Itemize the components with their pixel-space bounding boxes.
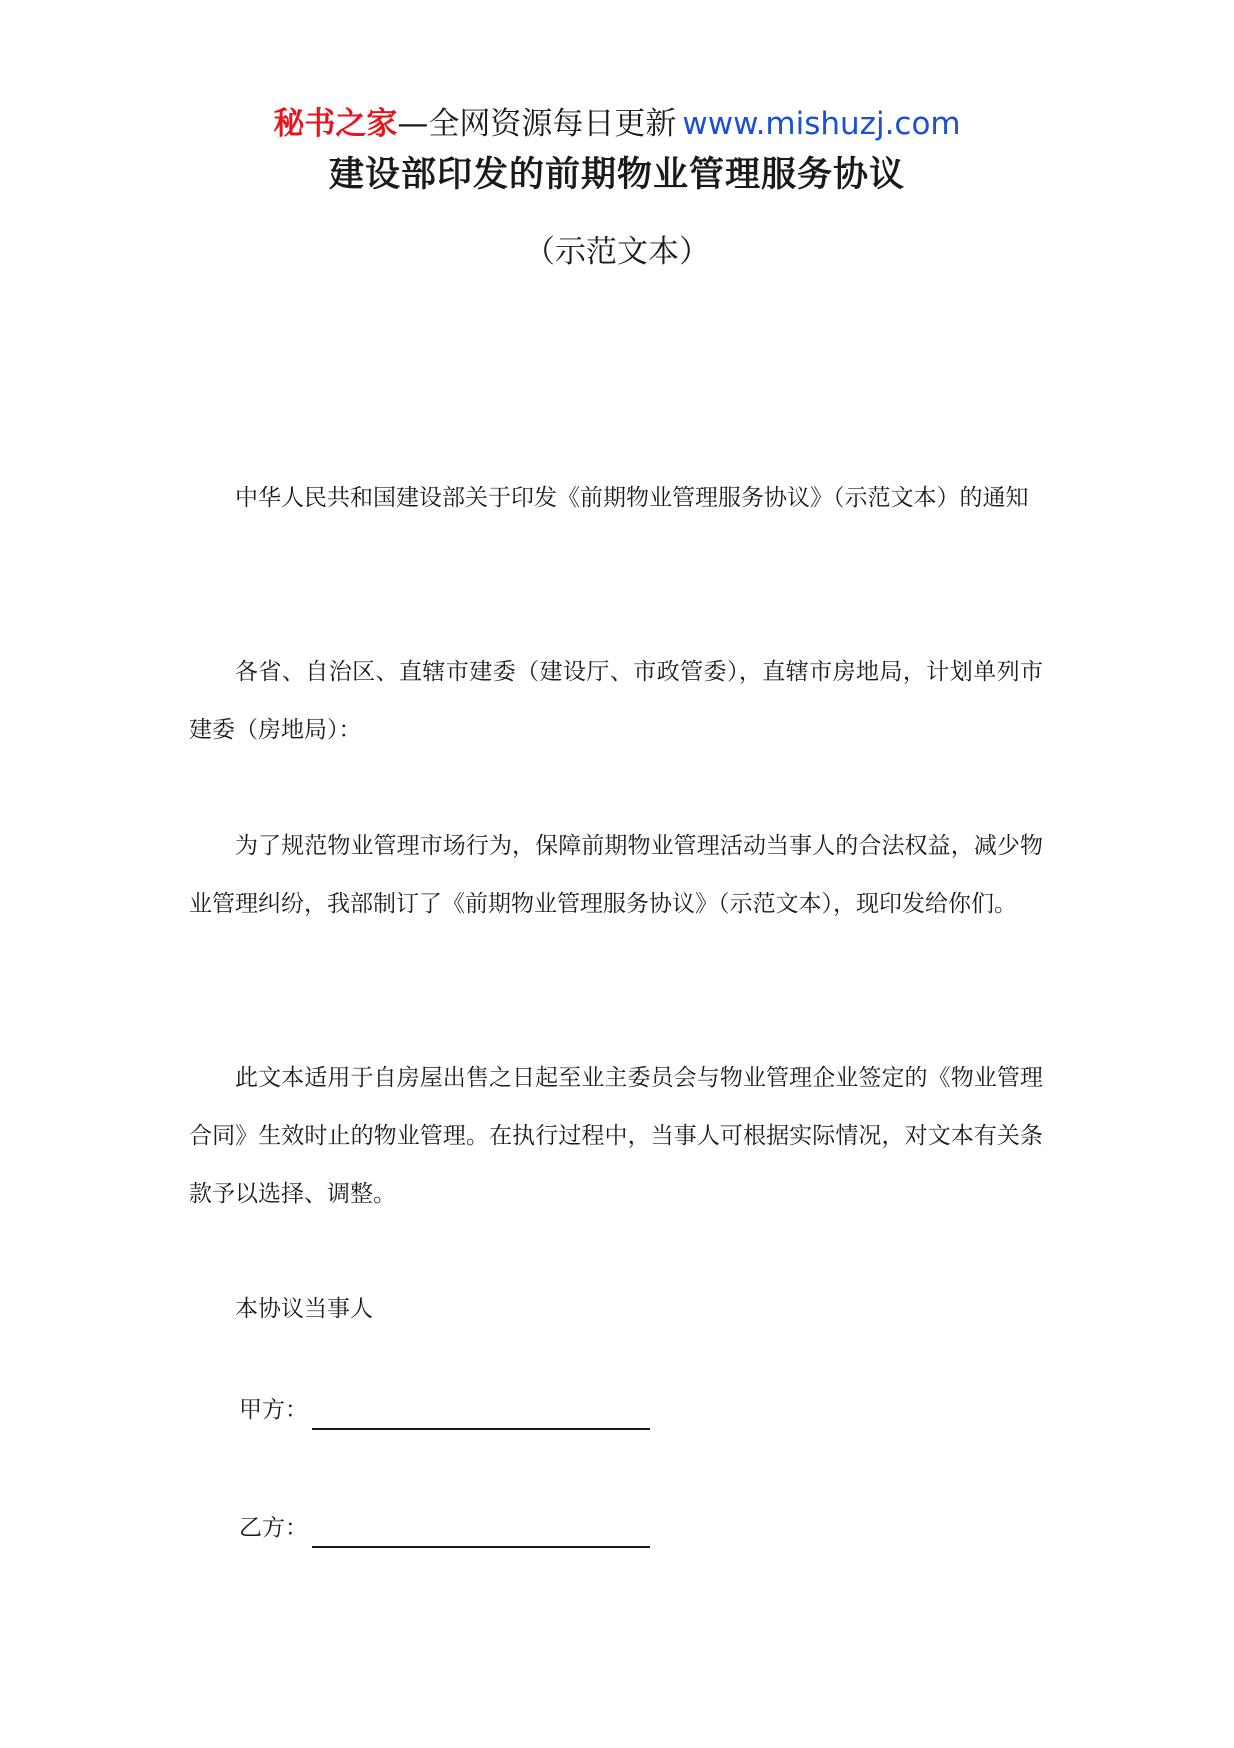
addressee-paragraph: 各省、自治区、直辖市建委（建设厅、市政管委），直辖市房地局，计划单列市建委（房地局）： [189,659,1043,743]
site-banner [0,104,1234,144]
document-subtitle: （示范文本） [524,234,710,270]
banner-slogan: —全网资源每日更新 [397,106,677,142]
scope-paragraph: 此文本适用于自房屋出售之日起至业主委员会与物业管理企业签定的《物业管理合同》生效时止的物业管理。在执行过程中，当事人可根据实际情况，对文本有关条款予以选择、调整。 [189,1065,1043,1207]
notice-heading-paragraph: 中华人民共和国建设部关于印发《前期物业管理服务协议》（示范文本）的通知 [235,485,1029,511]
document-title: 建设部印发的前期物业管理服务协议 [328,155,905,195]
party-a-line [239,1390,650,1430]
party-b-line [239,1508,650,1548]
purpose-paragraph: 为了规范物业管理市场行为，保障前期物业管理活动当事人的合法权益，减少物业管理纠纷，我部制订了《前期物业管理服务协议》（示范文本），现印发给你们。 [189,833,1043,917]
party-b-label: 乙方： [239,1515,308,1541]
party-a-blank-field[interactable] [312,1400,650,1430]
party-a-label: 甲方： [239,1397,308,1423]
site-url-link[interactable]: www.mishuzj.com [682,106,961,142]
party-b-blank-field[interactable] [312,1518,650,1548]
brand-name: 秘书之家 [273,106,398,142]
parties-heading: 本协议当事人 [235,1296,373,1322]
